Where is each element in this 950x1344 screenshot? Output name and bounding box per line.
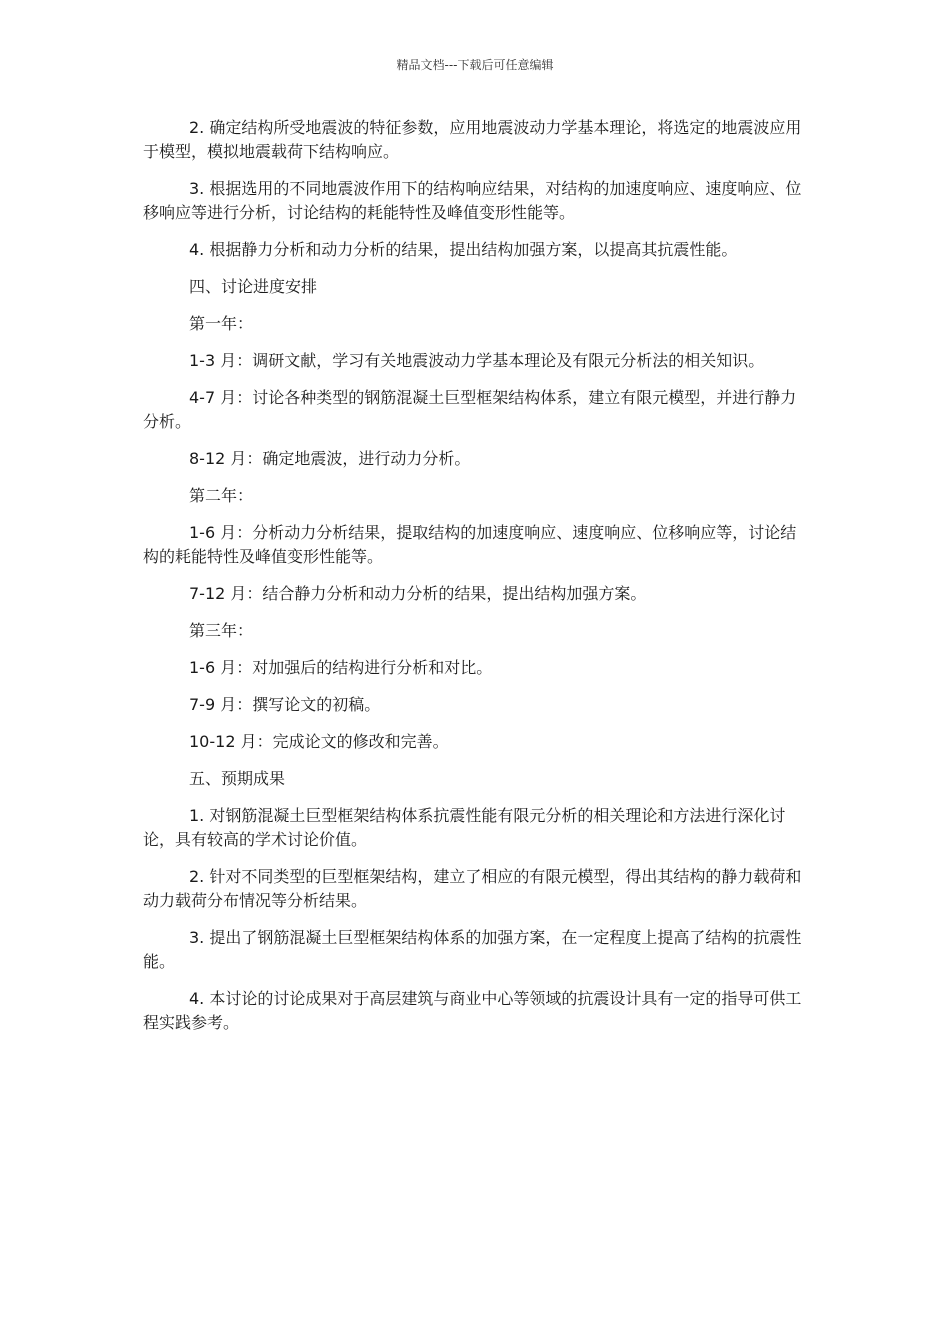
paragraph-step-2: 2. 确定结构所受地震波的特征参数，应用地震波动力学基本理论，将选定的地震波应用于模型，模拟地震载荷下结构响应。 [143,118,802,161]
schedule-year-2-label: 第二年： [189,486,254,505]
page-header: 精品文档---下载后可任意编辑 [396,58,554,72]
outcome-item: 4. 本讨论的讨论成果对于高层建筑与商业中心等领域的抗震设计具有一定的指导可供工程实践参考。 [143,989,802,1032]
schedule-item: 10-12 月：完成论文的修改和完善。 [189,732,449,751]
schedule-item: 1-6 月：分析动力分析结果，提取结构的加速度响应、速度响应、位移响应等，讨论结构的耗能特性及峰值变形性能等。 [143,523,797,566]
paragraph-step-4: 4. 根据静力分析和动力分析的结果，提出结构加强方案，以提高其抗震性能。 [189,240,738,259]
outcome-item: 1. 对钢筋混凝土巨型框架结构体系抗震性能有限元分析的相关理论和方法进行深化讨论，具有较高的学术讨论价值。 [143,806,786,849]
schedule-year-3-label: 第三年： [189,621,254,640]
schedule-item: 7-12 月：结合静力分析和动力分析的结果，提出结构加强方案。 [189,584,647,603]
section-heading-outcomes: 五、预期成果 [189,769,286,788]
outcome-item: 2. 针对不同类型的巨型框架结构，建立了相应的有限元模型，得出其结构的静力载荷和动力载荷分布情况等分析结果。 [143,867,802,910]
outcome-item: 3. 提出了钢筋混凝土巨型框架结构体系的加强方案，在一定程度上提高了结构的抗震性能。 [143,928,802,971]
schedule-item: 4-7 月：讨论各种类型的钢筋混凝土巨型框架结构体系，建立有限元模型，并进行静力分析。 [143,388,797,431]
schedule-item: 7-9 月：撰写论文的初稿。 [189,695,381,714]
document-body [143,116,803,1048]
schedule-item: 8-12 月：确定地震波，进行动力分析。 [189,449,471,468]
schedule-item: 1-3 月：调研文献，学习有关地震波动力学基本理论及有限元分析法的相关知识。 [189,351,765,370]
section-heading-schedule: 四、讨论进度安排 [189,277,318,296]
paragraph-step-3: 3. 根据选用的不同地震波作用下的结构响应结果，对结构的加速度响应、速度响应、位移响应等进行分析，讨论结构的耗能特性及峰值变形性能等。 [143,179,802,222]
schedule-item: 1-6 月：对加强后的结构进行分析和对比。 [189,658,493,677]
schedule-year-1-label: 第一年： [189,314,254,333]
